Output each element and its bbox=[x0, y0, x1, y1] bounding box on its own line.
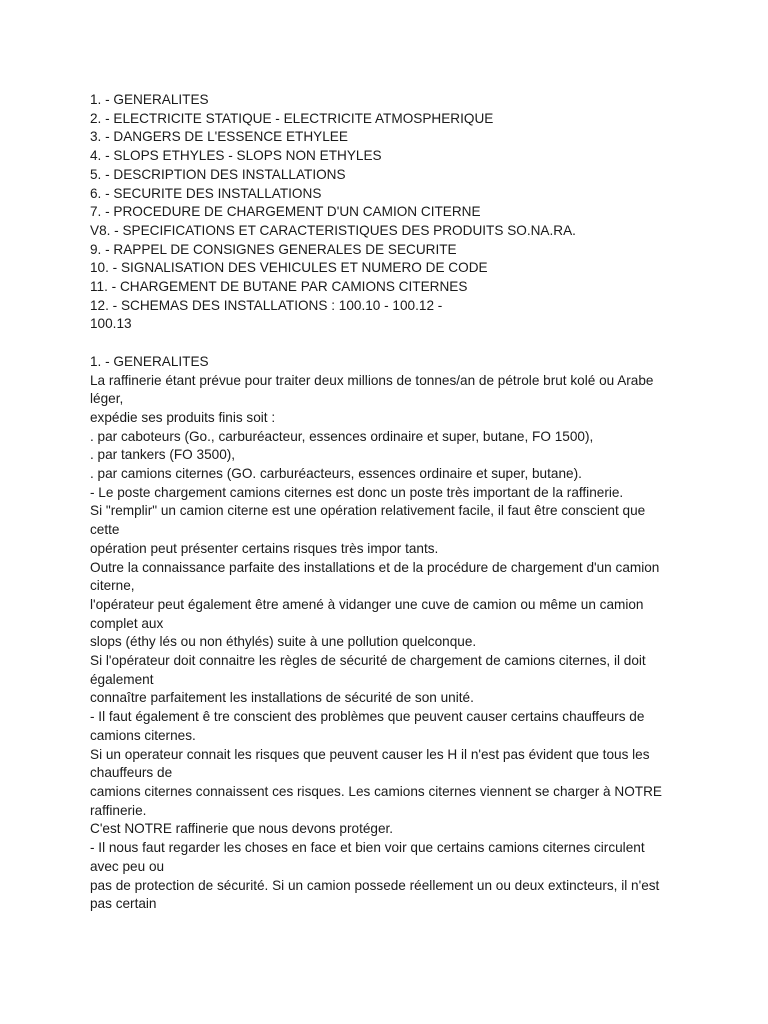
paragraph-line: . par tankers (FO 3500), bbox=[90, 447, 236, 463]
toc-item: 2. - ELECTRICITE STATIQUE - ELECTRICITE ATMOSPHERIQUE bbox=[90, 110, 494, 126]
toc-item: 11. - CHARGEMENT DE BUTANE PAR CAMIONS CITERNES bbox=[90, 279, 468, 295]
paragraph-line: - Le poste chargement camions citernes est donc un poste très important de la raffinerie. bbox=[90, 484, 624, 500]
toc-item: 5. - DESCRIPTION DES INSTALLATIONS bbox=[90, 166, 346, 182]
toc-item: 6. - SECURITE DES INSTALLATIONS bbox=[90, 185, 322, 201]
paragraph-line: Si un operateur connait les risques que peuvent causer les H il n'est pas évident que tous les bbox=[90, 746, 650, 762]
table-of-contents bbox=[90, 91, 710, 334]
toc-item: 4. - SLOPS ETHYLES - SLOPS NON ETHYLES bbox=[90, 148, 382, 164]
paragraph-line: C'est NOTRE raffinerie que nous devons protéger. bbox=[90, 821, 394, 837]
toc-item: 12. - SCHEMAS DES INSTALLATIONS : 100.10 - 100.12 - bbox=[90, 297, 443, 313]
paragraph-line: Si l'opérateur doit connaitre les règles de sécurité de chargement de camions citernes, il doit bbox=[90, 653, 646, 669]
paragraph-line: - Il nous faut regarder les choses en face et bien voir que certains camions citernes circulent bbox=[90, 840, 645, 856]
paragraph-line: - Il faut également ê tre conscient des problèmes que peuvent causer certains chauffeurs de bbox=[90, 709, 645, 725]
paragraph-line: citerne, bbox=[90, 578, 135, 594]
paragraph-line: Si "remplir" un camion citerne est une opération relativement facile, il faut être conscient que bbox=[90, 503, 646, 519]
paragraph-line: camions citernes connaissent ces risques. Les camions citernes viennent se charger à NOTRE bbox=[90, 784, 662, 799]
paragraph-line: cette bbox=[90, 522, 120, 538]
paragraph-line: l'opérateur peut également être amené à vidanger une cuve de camion ou même un camion bbox=[90, 596, 644, 612]
toc-item: V8. - SPECIFICATIONS ET CARACTERISTIQUES DES PRODUITS SO.NA.RA. bbox=[90, 222, 576, 238]
paragraph-line: chauffeurs de bbox=[90, 765, 173, 781]
paragraph-line: . par caboteurs (Go., carburéacteur, essences ordinaire et super, butane, FO 1500), bbox=[90, 428, 594, 444]
toc-item: 10. - SIGNALISATION DES VEHICULES ET NUMERO DE CODE bbox=[90, 260, 488, 276]
toc-item: 9. - RAPPEL DE CONSIGNES GENERALES DE SECURITE bbox=[90, 241, 457, 257]
paragraph-line: La raffinerie étant prévue pour traiter deux millions de tonnes/an de pétrole brut kolé ou Arabe bbox=[90, 372, 654, 388]
paragraph-line: camions citernes. bbox=[90, 727, 196, 743]
section-heading: 1. - GENERALITES bbox=[90, 353, 209, 369]
paragraph-line: . par camions citernes (GO. carburéacteurs, essences ordinaire et super, butane). bbox=[90, 466, 582, 482]
paragraph-line: connaître parfaitement les installations de sécurité de son unité. bbox=[90, 690, 474, 706]
toc-item: 7. - PROCEDURE DE CHARGEMENT D'UN CAMION CITERNE bbox=[90, 204, 481, 220]
spacer bbox=[90, 334, 710, 353]
paragraph-line: léger, bbox=[90, 391, 124, 407]
paragraph-line: slops (éthy lés ou non éthylés) suite à une pollution quelconque. bbox=[90, 634, 477, 650]
toc-item: 100.13 bbox=[90, 316, 132, 332]
paragraph-line: raffinerie. bbox=[90, 802, 147, 818]
paragraph-line: pas certain bbox=[90, 896, 157, 912]
document-page bbox=[90, 91, 710, 914]
section-generalites bbox=[90, 353, 710, 914]
paragraph-line: également bbox=[90, 671, 154, 687]
paragraph-line: Outre la connaissance parfaite des installations et de la procédure de chargement d'un camion bbox=[90, 559, 660, 575]
paragraph-line: complet aux bbox=[90, 615, 164, 631]
paragraph-line: opération peut présenter certains risques très impor tants. bbox=[90, 540, 439, 556]
toc-item: 1. - GENERALITES bbox=[90, 92, 209, 107]
paragraph-line: expédie ses produits finis soit : bbox=[90, 409, 276, 425]
paragraph-line: pas de protection de sécurité. Si un camion possede réellement un ou deux extincteurs, il n'est bbox=[90, 877, 660, 893]
paragraph-line: avec peu ou bbox=[90, 858, 165, 874]
toc-item: 3. - DANGERS DE L'ESSENCE ETHYLEE bbox=[90, 129, 348, 145]
